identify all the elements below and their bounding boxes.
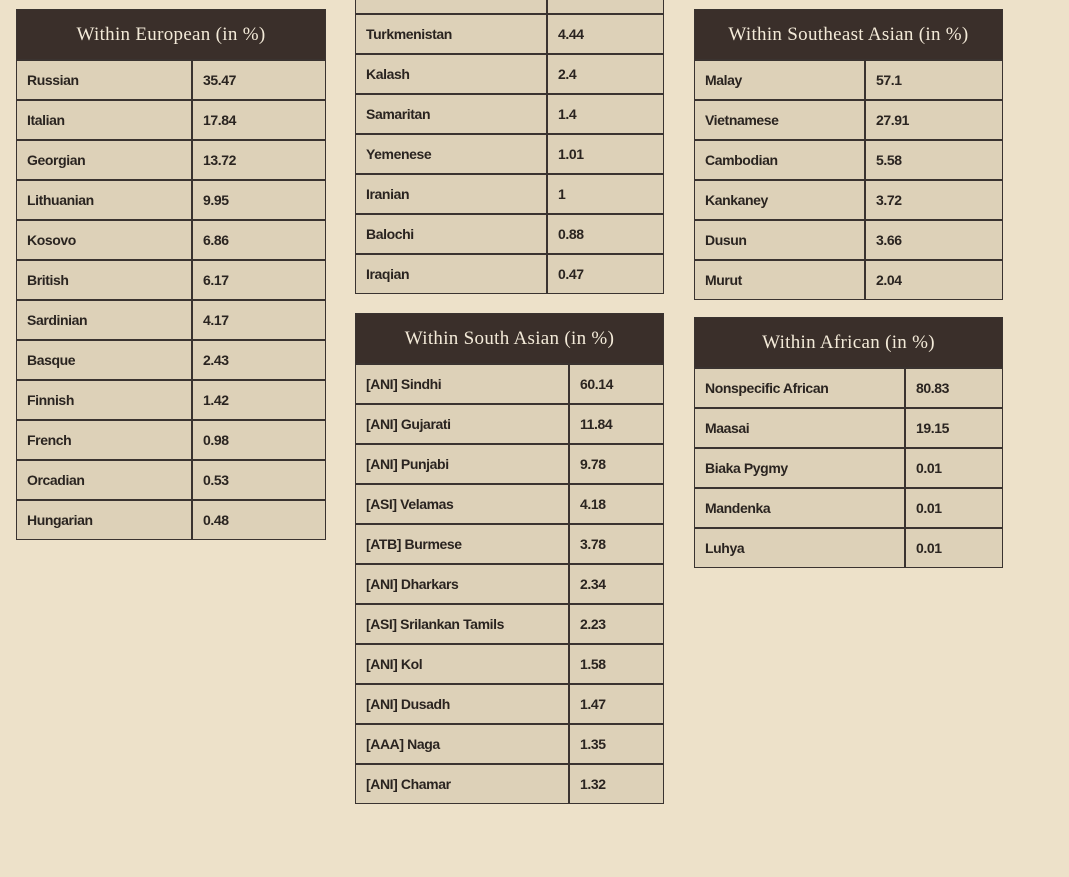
table-title: Within European (in %) <box>17 10 325 59</box>
population-percent: 2.43 <box>203 352 229 368</box>
population-name: Finnish <box>17 381 193 419</box>
population-percent: 0.53 <box>203 472 229 488</box>
population-name: Iranian <box>356 175 548 213</box>
table-row <box>695 487 1002 527</box>
table-row <box>356 253 663 293</box>
african-table <box>694 317 1003 568</box>
population-percent: 4.17 <box>203 312 229 328</box>
population-name: Nonspecific African <box>695 369 906 407</box>
population-percent: 0.48 <box>203 512 229 528</box>
table-row <box>17 299 325 339</box>
population-name: Dusun <box>695 221 866 259</box>
table-row <box>17 139 325 179</box>
table-row <box>356 443 663 483</box>
table-body <box>356 363 663 803</box>
population-name: Kalash <box>356 55 548 93</box>
population-name: Kankaney <box>695 181 866 219</box>
population-name: Vietnamese <box>695 101 866 139</box>
population-percent: 2.23 <box>580 616 606 632</box>
population-percent: 0.01 <box>916 540 942 556</box>
population-name: Orcadian <box>17 461 193 499</box>
table-row <box>17 219 325 259</box>
population-percent: 3.78 <box>580 536 606 552</box>
population-name: [ANI] Dharkars <box>356 565 570 603</box>
population-name: [ANI] Chamar <box>356 765 570 803</box>
population-name: [ASI] Srilankan Tamils <box>356 605 570 643</box>
population-name: [ANI] Sindhi <box>356 365 570 403</box>
table-row <box>695 59 1002 99</box>
population-percent: 1 <box>558 186 566 202</box>
population-name: Lithuanian <box>17 181 193 219</box>
population-name: Turkmenistan <box>356 15 548 53</box>
population-percent: 3.72 <box>876 192 902 208</box>
population-percent: 2.04 <box>876 272 902 288</box>
population-name: Cambodian <box>695 141 866 179</box>
population-name: Georgian <box>17 141 193 179</box>
table-row <box>356 93 663 133</box>
population-percent: 6.86 <box>203 232 229 248</box>
population-percent: 1.58 <box>580 656 606 672</box>
table-row <box>695 527 1002 567</box>
table-row <box>356 643 663 683</box>
population-percent: 0.98 <box>203 432 229 448</box>
table-row <box>17 339 325 379</box>
table-body <box>356 13 663 293</box>
population-percent: 2.4 <box>558 66 577 82</box>
table-row <box>17 259 325 299</box>
population-name: Russian <box>17 61 193 99</box>
population-name: Balochi <box>356 215 548 253</box>
table-body <box>695 367 1002 567</box>
population-percent: 17.84 <box>203 112 237 128</box>
population-name: Mandenka <box>695 489 906 527</box>
population-percent: 35.47 <box>203 72 237 88</box>
table-row <box>356 523 663 563</box>
population-percent: 0.01 <box>916 460 942 476</box>
table-title: Within South Asian (in %) <box>356 314 663 363</box>
table-row <box>356 133 663 173</box>
table-row <box>695 447 1002 487</box>
southeast-asian-table <box>694 9 1003 300</box>
table-row <box>356 483 663 523</box>
population-name: British <box>17 261 193 299</box>
population-percent: 3.66 <box>876 232 902 248</box>
table-row <box>356 723 663 763</box>
table-row <box>17 59 325 99</box>
population-name: [ANI] Punjabi <box>356 445 570 483</box>
population-name: [ATB] Burmese <box>356 525 570 563</box>
population-percent: 0.47 <box>558 266 584 282</box>
population-name: Biaka Pygmy <box>695 449 906 487</box>
table-row <box>695 367 1002 407</box>
population-name: [ANI] Gujarati <box>356 405 570 443</box>
population-percent: 9.78 <box>580 456 606 472</box>
table-row <box>695 407 1002 447</box>
table-row <box>17 379 325 419</box>
population-percent: 4.44 <box>558 26 584 42</box>
population-name: Italian <box>17 101 193 139</box>
population-name: Basque <box>17 341 193 379</box>
population-percent: 0.01 <box>916 500 942 516</box>
table-row-partial <box>356 0 663 13</box>
table-row <box>356 13 663 53</box>
population-percent: 1.32 <box>580 776 606 792</box>
population-name: Maasai <box>695 409 906 447</box>
table-title: Within African (in %) <box>695 318 1002 367</box>
population-name: [ANI] Kol <box>356 645 570 683</box>
population-percent: 13.72 <box>203 152 237 168</box>
table-row <box>356 363 663 403</box>
population-name: Kosovo <box>17 221 193 259</box>
population-percent: 4.18 <box>580 496 606 512</box>
population-percent: 80.83 <box>916 380 950 396</box>
population-name: Yemenese <box>356 135 548 173</box>
table-row <box>695 179 1002 219</box>
south-asian-table <box>355 313 664 804</box>
population-percent: 1.47 <box>580 696 606 712</box>
population-percent: 1.42 <box>203 392 229 408</box>
population-name: Murut <box>695 261 866 299</box>
table-row <box>356 683 663 723</box>
table-row <box>356 53 663 93</box>
population-percent: 1.4 <box>558 106 577 122</box>
population-percent: 9.95 <box>203 192 229 208</box>
population-percent: 0.88 <box>558 226 584 242</box>
table-row <box>17 499 325 539</box>
population-name: French <box>17 421 193 459</box>
table-row <box>356 173 663 213</box>
population-percent: 19.15 <box>916 420 950 436</box>
table-row <box>356 403 663 443</box>
table-row <box>356 763 663 803</box>
table-body <box>695 59 1002 299</box>
population-percent: 57.1 <box>876 72 902 88</box>
population-name: [ASI] Velamas <box>356 485 570 523</box>
population-name: [ANI] Dusadh <box>356 685 570 723</box>
population-percent: 1.35 <box>580 736 606 752</box>
table-row <box>356 563 663 603</box>
population-name: Hungarian <box>17 501 193 539</box>
population-percent: 11.84 <box>580 416 613 432</box>
middle-east-table <box>355 0 664 294</box>
population-percent: 6.17 <box>203 272 229 288</box>
population-percent: 27.91 <box>876 112 910 128</box>
population-name: Luhya <box>695 529 906 567</box>
table-row <box>695 99 1002 139</box>
population-name: Sardinian <box>17 301 193 339</box>
table-row <box>695 219 1002 259</box>
population-name: [AAA] Naga <box>356 725 570 763</box>
population-name: Iraqian <box>356 255 548 293</box>
population-percent: 5.58 <box>876 152 902 168</box>
population-percent: 1.01 <box>558 146 584 162</box>
european-table <box>16 9 326 540</box>
table-row <box>695 139 1002 179</box>
table-title: Within Southeast Asian (in %) <box>695 10 1002 59</box>
population-percent: 2.34 <box>580 576 606 592</box>
table-body <box>17 59 325 539</box>
table-row <box>17 419 325 459</box>
table-row <box>17 459 325 499</box>
population-name: Malay <box>695 61 866 99</box>
table-row <box>17 179 325 219</box>
table-row <box>17 99 325 139</box>
population-percent: 60.14 <box>580 376 614 392</box>
table-row <box>695 259 1002 299</box>
table-row <box>356 213 663 253</box>
table-row <box>356 603 663 643</box>
population-name: Samaritan <box>356 95 548 133</box>
